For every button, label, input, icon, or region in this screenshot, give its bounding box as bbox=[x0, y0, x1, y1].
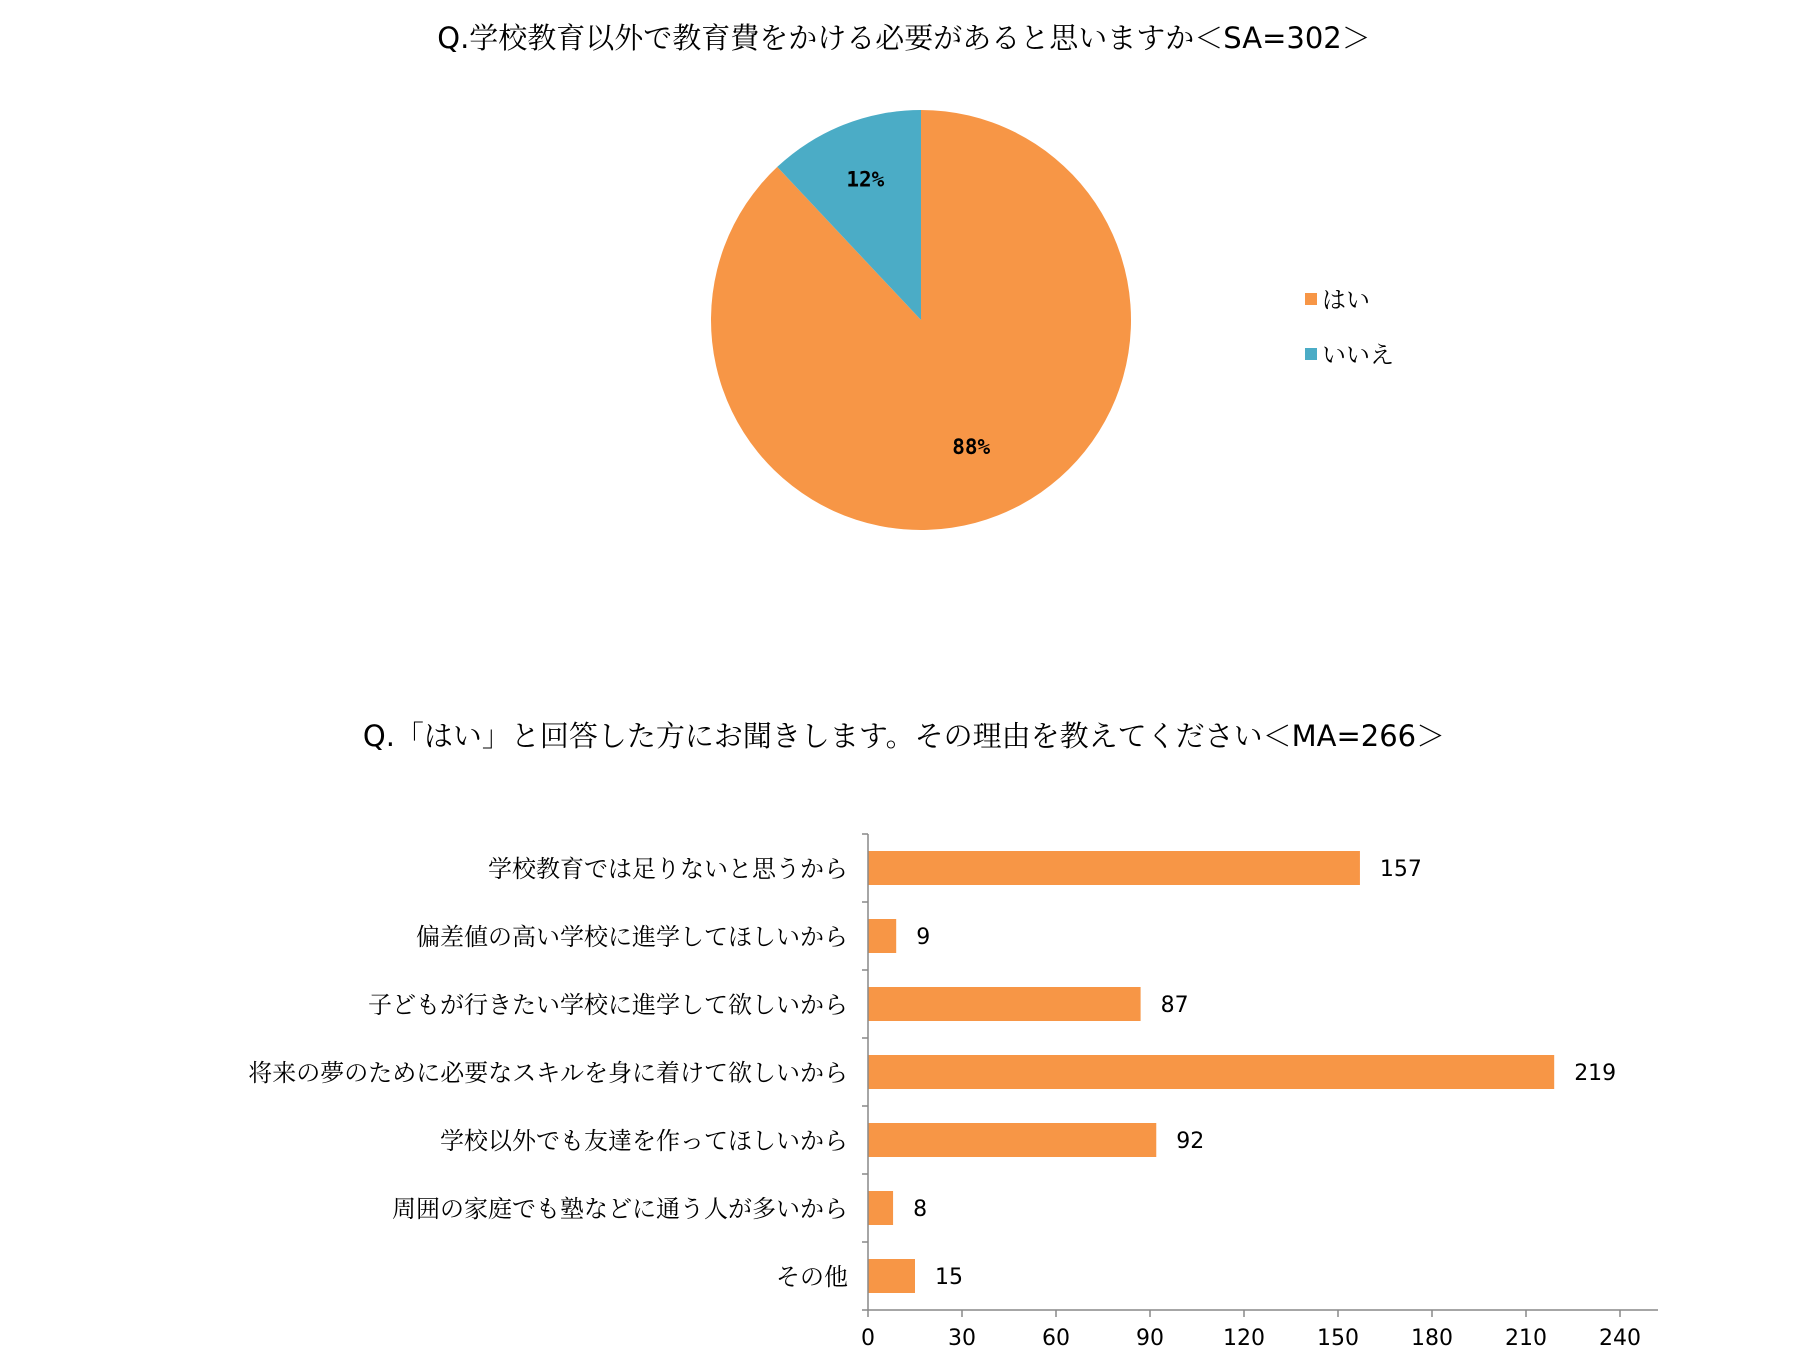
x-tick-label: 210 bbox=[1505, 1326, 1547, 1350]
category-label: 将来の夢のために必要なスキルを身に着けて欲しいから bbox=[248, 1059, 848, 1087]
x-tick-label: 150 bbox=[1317, 1326, 1359, 1350]
bar-value-label: 87 bbox=[1160, 993, 1189, 1018]
bar-value-label: 8 bbox=[913, 1197, 928, 1222]
bar-value-label: 15 bbox=[935, 1265, 963, 1290]
x-tick-label: 240 bbox=[1599, 1326, 1641, 1350]
category-label: 周囲の家庭でも塾などに通う人が多いから bbox=[392, 1195, 848, 1223]
pie-slice-yes bbox=[711, 110, 1131, 530]
pie-slices bbox=[711, 110, 1131, 530]
bar bbox=[868, 1123, 1156, 1157]
bar bbox=[868, 1191, 893, 1225]
bar-axes bbox=[861, 834, 1658, 1350]
legend-swatch-yes bbox=[1305, 293, 1317, 305]
pie-legend bbox=[1305, 286, 1394, 369]
x-tick-label: 120 bbox=[1223, 1326, 1265, 1350]
x-tick-label: 90 bbox=[1136, 1326, 1164, 1350]
legend-label-no: いいえ bbox=[1322, 341, 1394, 369]
x-tick-label: 0 bbox=[861, 1326, 875, 1350]
category-label: 子どもが行きたい学校に進学して欲しいから bbox=[368, 991, 848, 1019]
category-label: 学校以外でも友達を作ってほしいから bbox=[440, 1127, 848, 1155]
bar bbox=[868, 919, 896, 953]
pie-label-no: 12% bbox=[846, 167, 885, 192]
bar-value-label: 92 bbox=[1176, 1129, 1205, 1154]
bar-value-label: 157 bbox=[1379, 857, 1422, 882]
bar bbox=[868, 1055, 1554, 1089]
bar-value-label: 9 bbox=[916, 925, 931, 950]
bar bbox=[868, 987, 1141, 1021]
category-label: その他 bbox=[776, 1263, 848, 1291]
bar-chart bbox=[248, 719, 1658, 1350]
bar bbox=[868, 851, 1360, 885]
x-tick-label: 180 bbox=[1411, 1326, 1453, 1350]
bars bbox=[868, 851, 1554, 1293]
pie-label-yes: 88% bbox=[952, 434, 991, 459]
pie-chart bbox=[437, 21, 1394, 530]
category-label: 学校教育では足りないと思うから bbox=[488, 855, 848, 883]
x-tick-label: 60 bbox=[1042, 1326, 1070, 1350]
category-label: 偏差値の高い学校に進学してほしいから bbox=[416, 923, 848, 951]
pie-chart-title: Q.学校教育以外で教育費をかける必要があると思いますか＜SA=302＞ bbox=[437, 21, 1371, 55]
bar-chart-title: Q.「はい」と回答した方にお聞きします。その理由を教えてください＜MA=266＞ bbox=[362, 719, 1446, 753]
x-tick-label: 30 bbox=[948, 1326, 976, 1350]
legend-label-yes: はい bbox=[1322, 286, 1370, 314]
bar-category-labels bbox=[248, 855, 848, 1291]
bar bbox=[868, 1259, 915, 1293]
bar-value-label: 219 bbox=[1574, 1061, 1617, 1086]
legend-swatch-no bbox=[1305, 348, 1317, 360]
